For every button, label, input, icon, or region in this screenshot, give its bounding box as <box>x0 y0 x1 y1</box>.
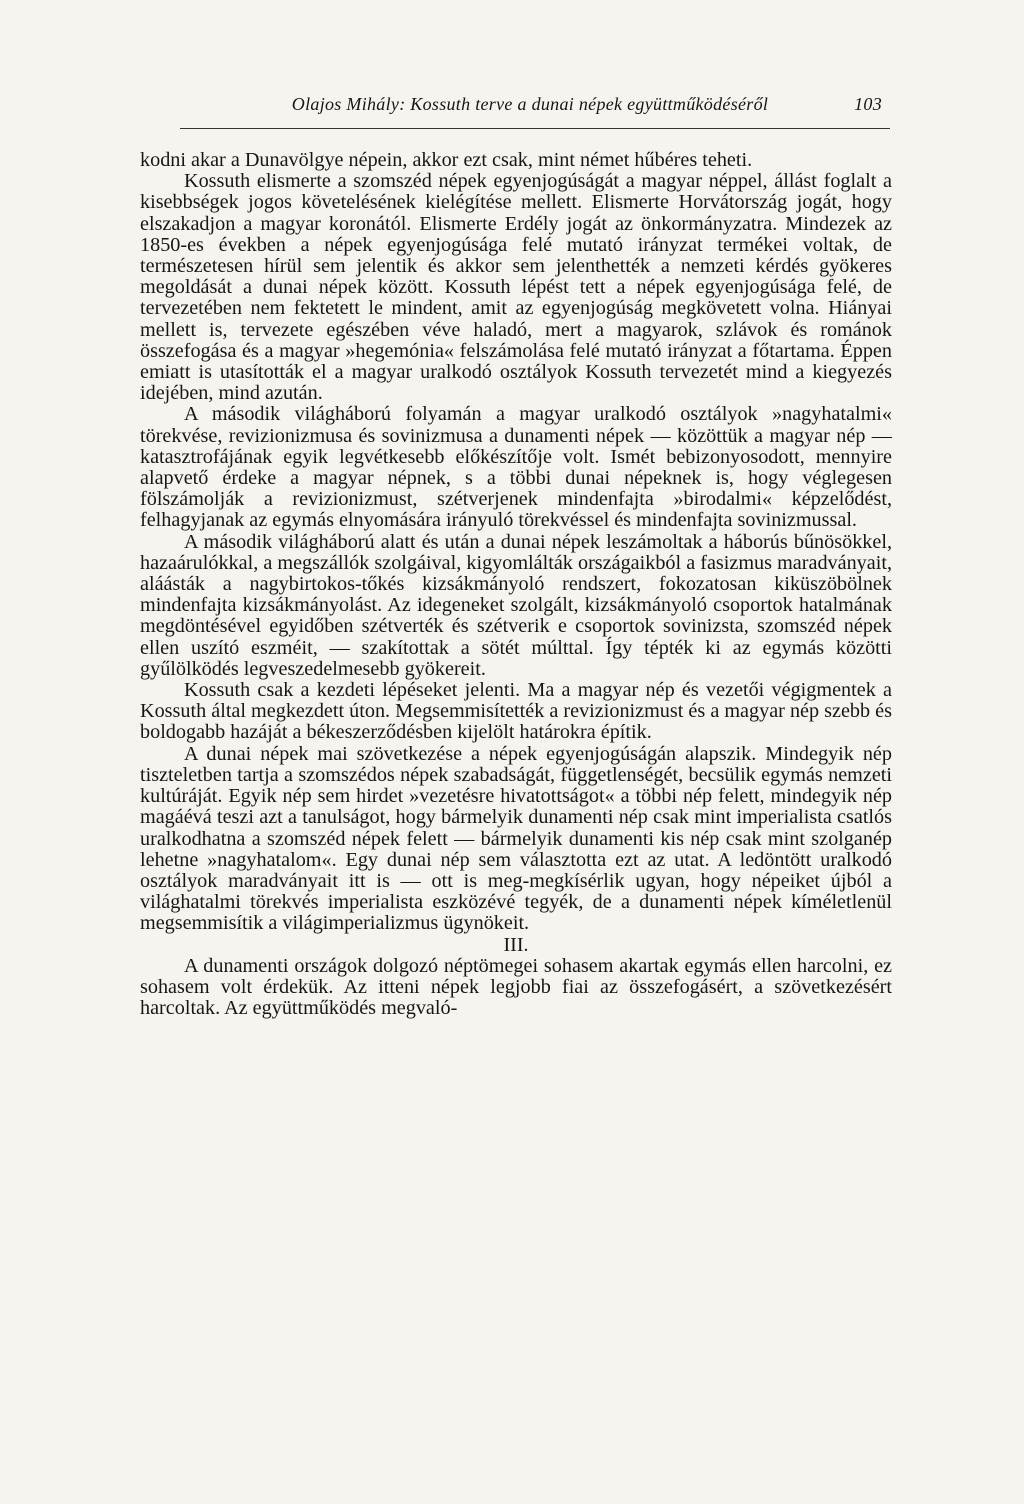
paragraph: Kossuth elismerte a szomszéd népek egyenjogúságát a magyar néppel, állást foglalt a kisebbségek jogos követelésének kielégítése mellett. Elismerte Horvátország jogát, hogy elszakadjon a magyar koronától. Elismerte Erdély jogát az önkormányzatra. Mindezek az 1850-es években a népek egyenjogúsága felé mutató irányzat termékei voltak, de természetesen hírül sem jelentik és akkor sem jelenthették a nemzeti kérdés gyökeres megoldását a dunai népek között. Kossuth lépést tett a népek egyenjogúsága felé, de tervezetében nem fektetett le mindent, amit az egyenjogúság megkövetett volna. Hiányai mellett is, tervezete egészében véve haladó, mert a magyarok, szlávok és románok összefogása és a magyar »hegemónia« felszámolása felé mutató irányzat a főtartama. Éppen emiatt is utasították el a magyar uralkodó osztályok Kossuth tervezetét mind a kiegyezés idejében, mind azután. <box>140 170 892 405</box>
running-title: Olajos Mihály: Kossuth terve a dunai népek együttműködéséről <box>291 94 769 114</box>
header-rule <box>180 128 890 129</box>
paragraph: A dunamenti országok dolgozó néptömegei sohasem akartak egymás ellen harcolni, ez sohasem volt érdekük. Az itteni népek legjobb fiai az összefogásért, a szövetkezésért harcoltak. Az együttműködés megvaló- <box>140 954 892 1020</box>
body-text <box>140 150 892 1019</box>
paragraph: A második világháború folyamán a magyar uralkodó osztályok »nagyhatalmi« törekvése, revizionizmusa és sovinizmusa a dunamenti népek — közöttük a magyar nép — katasztrofájának egyik legvétkesebb előkészítője volt. Ismét bebizonyosodott, mennyire alapvető érdeke a magyar népnek, s a többi dunai népeknek is, hogy véglegesen fölszámolják a revizionizmust, szétverjenek mindenfajta »birodalmi« képzelődést, felhagyjanak az egymás elnyomására irányuló törekvéssel és mindenfajta sovinizmussal. <box>140 403 892 532</box>
paragraph: A második világháború alatt és után a dunai népek leszámoltak a háborús bűnösökkel, hazaárulókkal, a megszállók szolgáival, kigyomlálták országaikból a fasizmus maradványait, aláásták a nagybirtokos-tőkés kizsákmányoló rendszert, fokozatosan kiküszöbölnek mindenfajta kizsákmányolást. Az idegeneket szolgált, kizsákmányoló csoportok hatalmának megdöntésével egyidőben szétverték és szétverik e csoportok sovinizsta, szomszéd népek ellen uszító eszméit, — szakítottak a sötét múlttal. Így tépték ki az egymás közötti gyűlölködés legveszedelmesebb gyökereit. <box>140 530 892 680</box>
running-header <box>200 94 882 115</box>
page-number: 103 <box>854 94 882 114</box>
paragraph: Kossuth csak a kezdeti lépéseket jelenti. Ma a magyar nép és vezetői végigmentek a Kossuth által megkezdett úton. Megsemmisítették a revizionizmust és a magyar nép szebb és boldogabb hazáját a békeszerződésben kijelölt határokra építik. <box>140 679 892 744</box>
paragraph: A dunai népek mai szövetkezése a népek egyenjogúságán alapszik. Mindegyik nép tiszteletben tartja a szomszédos népek szabadságát, függetlenségét, becsülik egymás nemzeti kultúráját. Egyik nép sem hirdet »vezetésre hivatottságot« a többi nép felett, mindegyik nép magáévá teszi azt a tanulságot, hogy bármelyik dunamenti nép csak mint imperialista csatlós uralkodhatna a szomszéd népek felett — bármelyik dunamenti kis nép csak mint szolganép lehetne »nagyhatalom«. Egy dunai nép sem választotta ezt az utat. A ledöntött uralkodó osztályok maradványait itt is — ott is meg-megkísérlik ugyan, hogy népeiket újból a világhatalmi törekvés imperialista eszközévé tegyék, de a dunamenti népek kíméletlenül megsemmisítik a világimperializmus ügynökeit. <box>140 742 892 935</box>
section-heading: III. <box>503 933 529 956</box>
paragraph: kodni akar a Dunavölgye népein, akkor ezt csak, mint német hűbéres teheti. <box>140 149 753 171</box>
